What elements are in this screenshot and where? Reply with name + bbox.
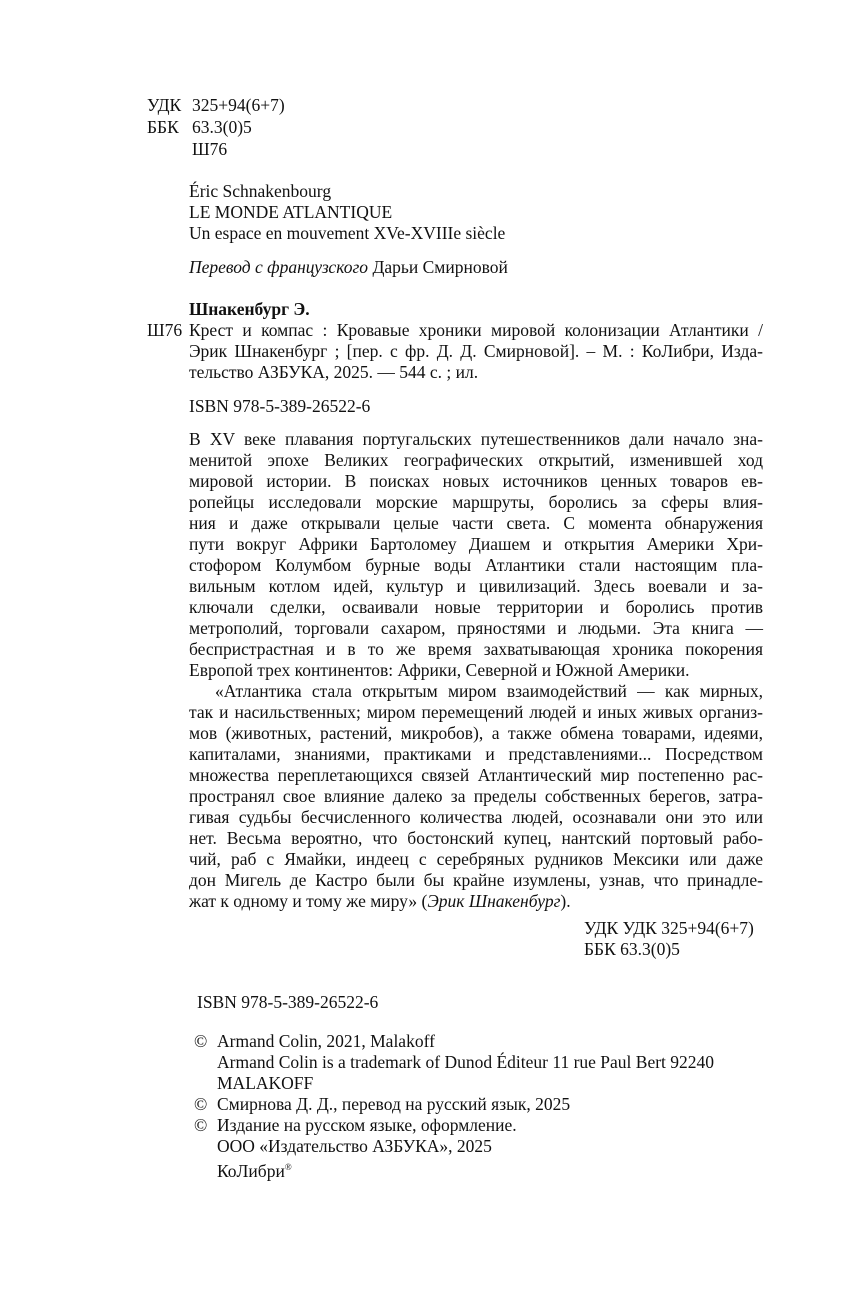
text-line: пространял свое влияние далеко за пределы собственных берегов, затра- [189,786,763,806]
text-line: пути вокруг Африки Бартоломеу Диашем и открытия Америки Хри- [189,534,763,554]
quote-end-text: жат к одному и тому же миру» ( [189,891,428,911]
quote-close: ). [560,891,571,911]
translation-prefix: Перевод с французского [189,257,369,277]
text-line: В XV веке плавания португальских путешественников дали начало зна- [189,429,763,449]
text-line: ропейцы исследовали морские маршруты, боролись за сферы влия- [189,492,763,512]
copyright-symbol: © [194,1115,208,1135]
text-line: капиталами, знаниями, практиками и представлениями... Посредством [189,744,763,764]
text-line: Европой трех континентов: Африки, Северной и Южной Америки. [189,660,690,680]
publisher-name: КоЛибри [217,1160,285,1181]
text-line: гивая судьбы бесчисленного количества людей, осознавали они это или [189,807,763,827]
udk-bottom: УДК УДК 325+94(6+7) [584,918,754,938]
original-subtitle: Un espace en mouvement XVe-XVIIIe siècle [189,223,506,243]
text-line: вильным котлом идей, культур и цивилизаций. Здесь воевали и за- [189,576,763,596]
bbk-label: ББК [147,117,179,137]
original-author: Éric Schnakenbourg [189,181,332,201]
publisher-imprint [217,1157,292,1182]
text-line: метрополий, торговали сахаром, пряностями и людьми. Эта книга — [189,618,763,638]
copyright-symbol: © [194,1031,208,1051]
original-title: LE MONDE ATLANTIQUE [189,202,393,222]
copyright-line: ООО «Издательство АЗБУКА», 2025 [217,1136,492,1156]
text-line [189,891,571,912]
text-line: «Атлантика стала открытым миром взаимодействий — как мирных, [215,681,763,701]
text-line: множества переплетающихся связей Атлантический мир постепенно рас- [189,765,763,785]
copyright-line: Armand Colin is a trademark of Dunod Éditeur 11 rue Paul Bert 92240 [217,1052,715,1072]
text-line: дон Мигель де Кастро были бы крайне изумлены, узнав, что принадле- [189,870,763,890]
catalog-line: тельство АЗБУКА, 2025. — 544 с. ; ил. [189,362,479,382]
text-line: ния и даже открывали целые части света. С момента обнаружения [189,513,763,533]
copyright-line: Armand Colin, 2021, Malakoff [217,1031,435,1051]
text-line: мов (животных, растений, микробов), а также обмена товарами, идеями, [189,723,763,743]
quote-author: Эрик Шнакенбург [427,891,561,911]
bbk-line [147,117,252,138]
copyright-line: Смирнова Д. Д., перевод на русский язык, 2025 [217,1094,571,1114]
text-line: стофором Колумбом бурные воды Атлантики стали настоящим пла- [189,555,763,575]
author-mark: Ш76 [192,139,228,159]
copyright-line: MALAKOFF [217,1073,314,1093]
copyright-line: Издание на русском языке, оформление. [217,1115,517,1135]
catalog-line: Эрик Шнакенбург ; [пер. с фр. Д. Д. Смирновой]. – М. : КоЛибри, Изда- [189,341,763,361]
bbk-value: 63.3(0)5 [192,117,252,137]
catalog-mark: Ш76 [147,320,183,340]
text-line: так и насильственных; миром перемещений людей и иных живых организ- [189,702,763,722]
text-line: менитой эпохе Великих географических открытий, изменившей ход [189,450,763,470]
text-line: ключали сделки, осваивали новые территории и боролись против [189,597,763,617]
text-line: чий, раб с Ямайки, индеец с серебряных рудников Мексики или даже [189,849,763,869]
isbn-bottom: ISBN 978-5-389-26522-6 [197,992,379,1012]
text-line: мировой истории. В поисках новых источников ценных товаров ев- [189,471,763,491]
bbk-bottom: ББК 63.3(0)5 [584,939,680,959]
text-line: нет. Весьма вероятно, что бостонский купец, нантский портовый рабо- [189,828,763,848]
registered-mark: ® [284,1162,292,1172]
translation-line [189,257,508,278]
translator-name: Дарьи Смирновой [372,257,508,277]
text-line: беспристрастная и в то же время захватывающая хроника покорения [189,639,763,659]
catalog-isbn: ISBN 978-5-389-26522-6 [189,396,371,416]
copyright-symbol: © [194,1094,208,1114]
catalog-heading: Шнакенбург Э. [189,299,310,319]
udk-value: 325+94(6+7) [192,95,285,115]
udk-label: УДК [147,95,182,115]
udk-line [147,95,285,116]
catalog-line: Крест и компас : Кровавые хроники мировой колонизации Атлантики / [189,320,763,340]
